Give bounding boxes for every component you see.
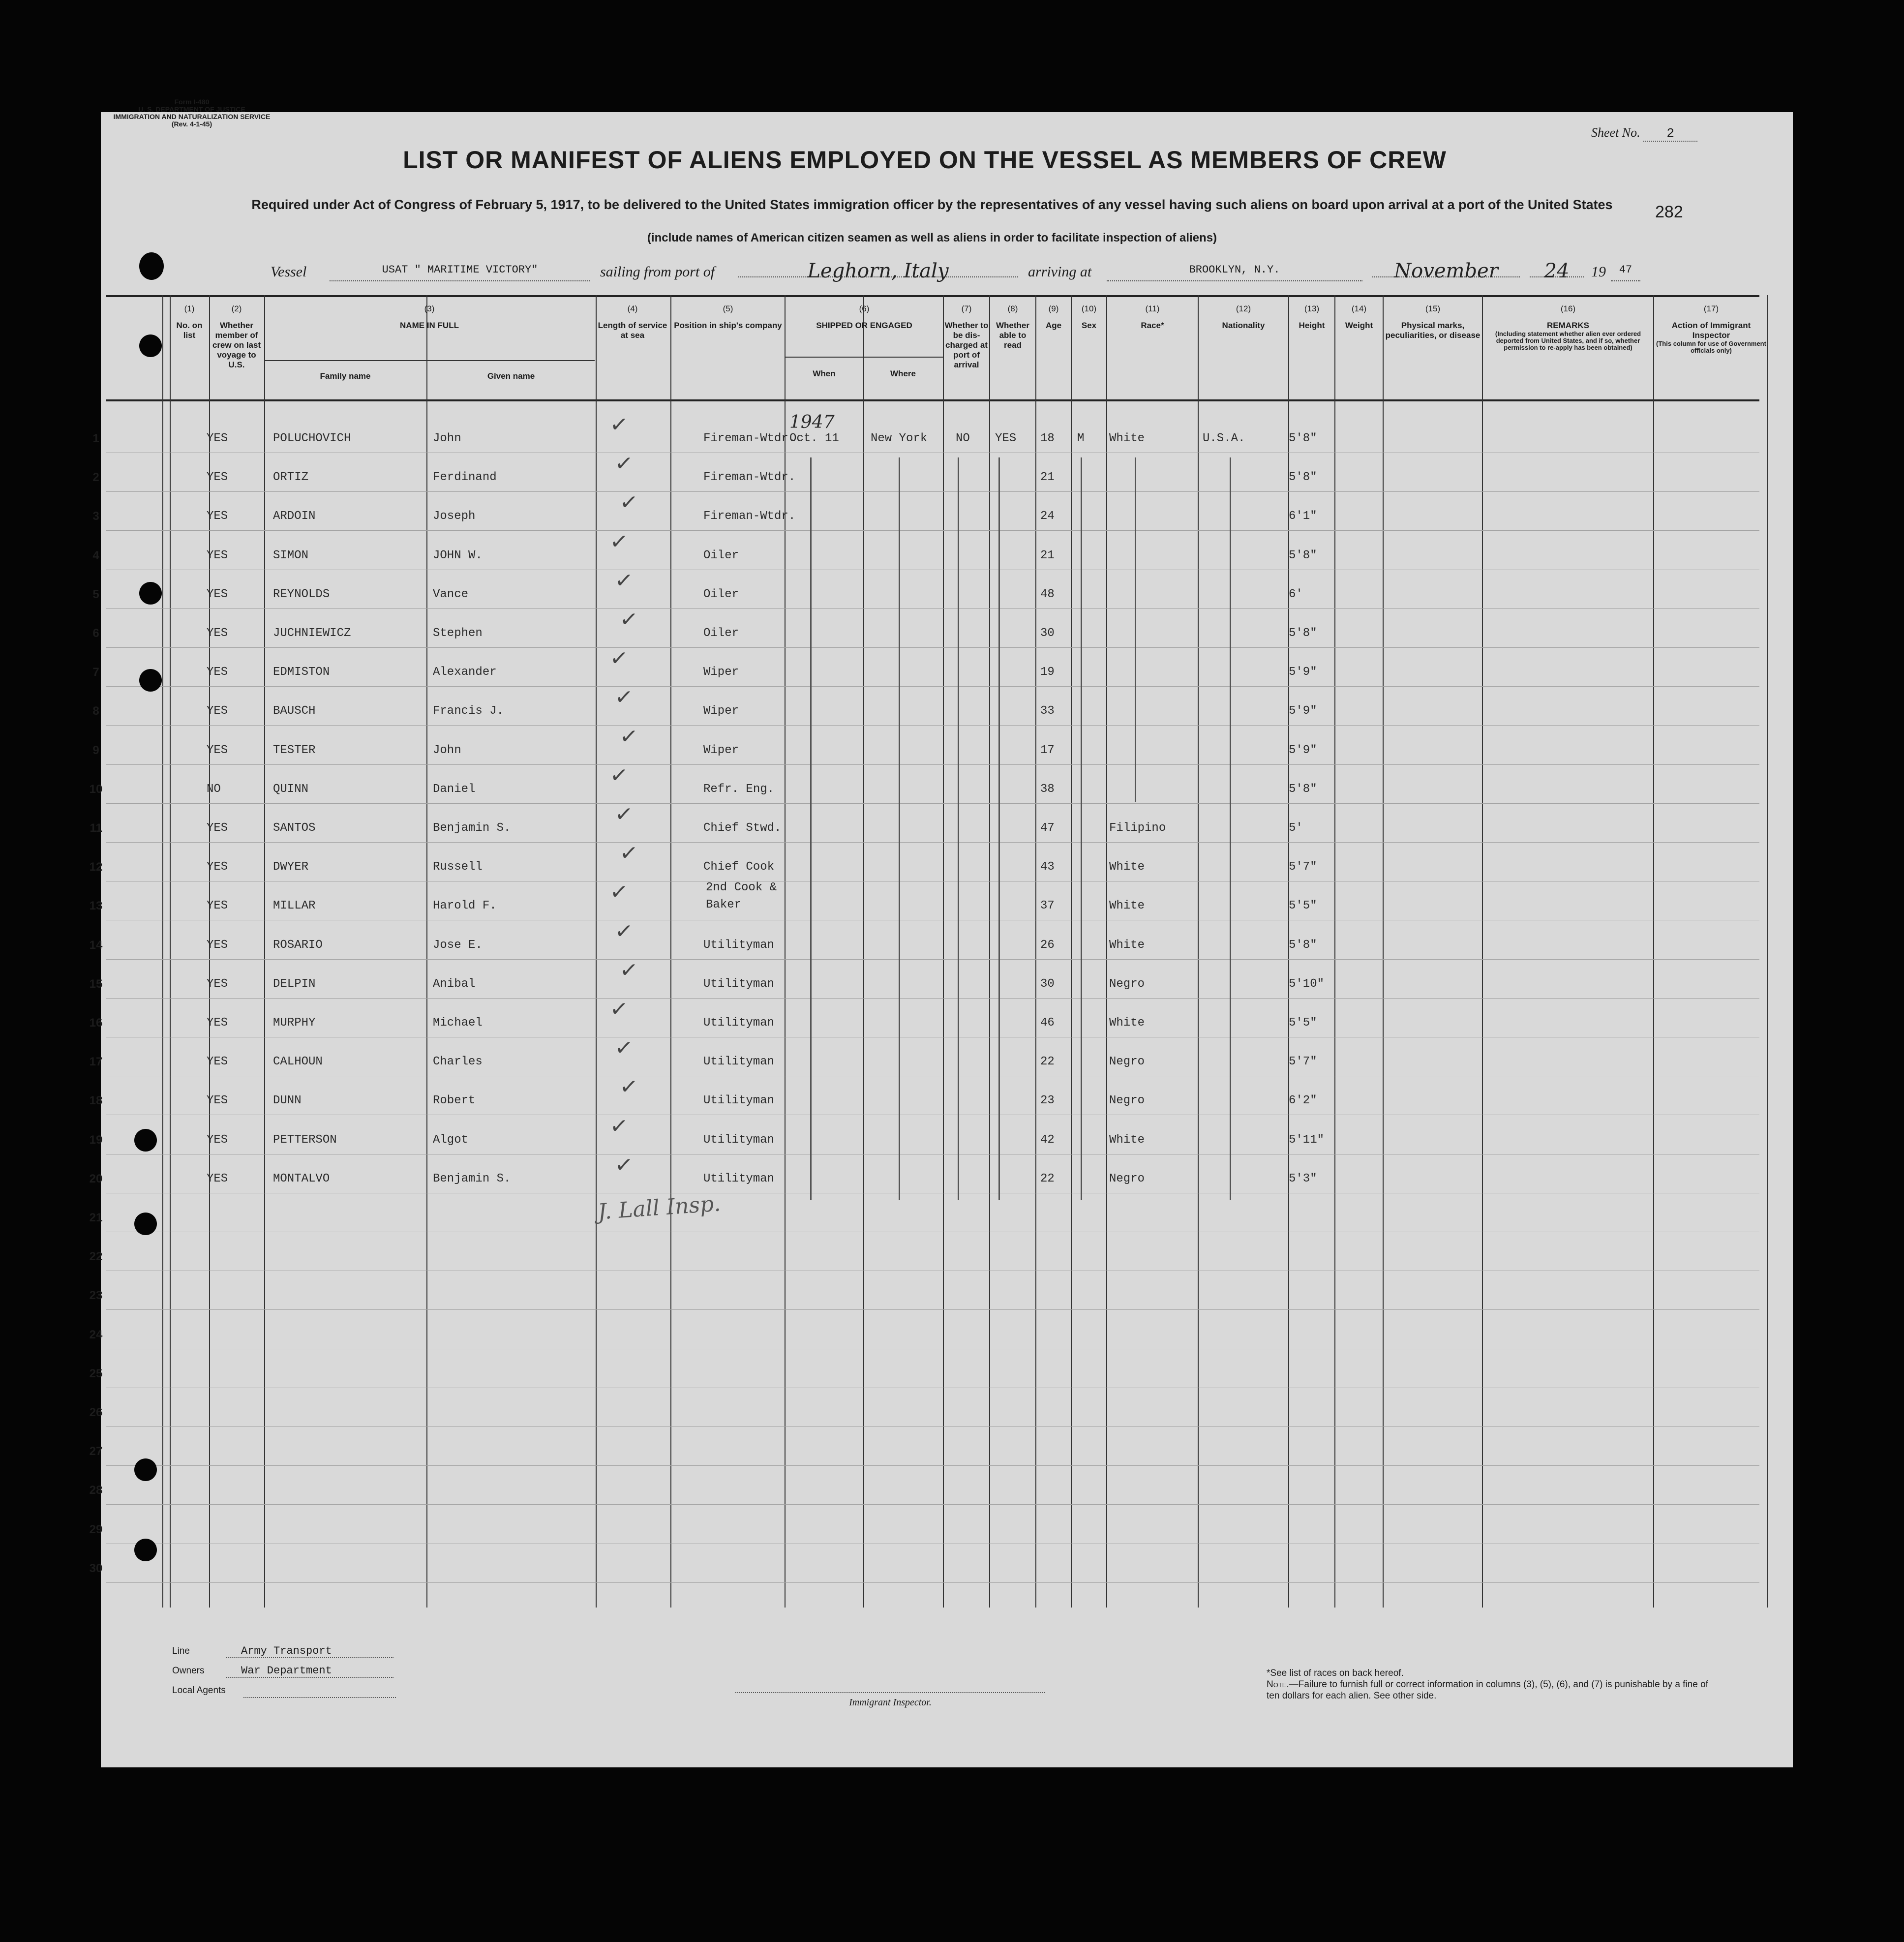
age-cell: 42 xyxy=(1040,1133,1055,1147)
col-last-voyage-header: (2) Whether member of crew on last voyage to U.S. xyxy=(212,304,261,369)
position-cell: Utilityman xyxy=(703,1133,775,1147)
row-number: 27 xyxy=(89,1445,103,1458)
row-rule xyxy=(106,803,1759,804)
row-number: 1 xyxy=(92,432,99,445)
family-name-cell: MILLAR xyxy=(273,899,316,913)
family-name-cell: REYNOLDS xyxy=(273,587,330,601)
last-voyage-cell: YES xyxy=(207,548,228,562)
row-rule xyxy=(106,959,1759,960)
row-number: 2 xyxy=(92,471,99,485)
vessel-label: Vessel xyxy=(271,264,307,280)
column-rule xyxy=(426,295,427,1608)
height-cell: 5'8" xyxy=(1289,471,1317,485)
last-voyage-cell: YES xyxy=(207,899,228,913)
last-voyage-cell: YES xyxy=(207,627,228,640)
row-number: 9 xyxy=(92,743,99,757)
row-number: 5 xyxy=(92,587,99,601)
row-number: 10 xyxy=(89,782,103,796)
family-name-cell: JUCHNIEWICZ xyxy=(273,627,351,640)
row-number: 25 xyxy=(89,1366,103,1380)
column-rule xyxy=(1035,295,1036,1608)
position-cell: Fireman-Wtdr. xyxy=(703,432,796,445)
column-rule xyxy=(264,295,265,1608)
races-note xyxy=(1267,1668,1709,1701)
height-cell: 5'8" xyxy=(1289,782,1317,796)
col-age-header: (9) Age xyxy=(1045,304,1062,330)
inspector-signature-line xyxy=(735,1692,1045,1693)
inspector-label: Immigrant Inspector. xyxy=(849,1697,932,1708)
agents-label: Local Agents xyxy=(172,1685,226,1696)
col-weight-header: (14) Weight xyxy=(1345,304,1373,330)
race-cell: Negro xyxy=(1109,977,1145,991)
given-name-cell: Ferdinand xyxy=(433,471,497,485)
given-name-cell: John xyxy=(433,743,461,757)
line-label: Line xyxy=(172,1646,190,1656)
column-rule xyxy=(170,295,171,1608)
given-name-cell: JOHN W. xyxy=(433,548,483,562)
last-voyage-cell: YES xyxy=(207,860,228,874)
column-rule xyxy=(162,295,163,1608)
name-subheader-rule xyxy=(264,360,595,361)
given-name-cell: Robert xyxy=(433,1094,476,1108)
last-voyage-cell: YES xyxy=(207,510,228,523)
row-number: 7 xyxy=(92,666,99,679)
shipped-when-cell: Oct. 11 xyxy=(789,432,839,445)
row-rule xyxy=(106,1309,1759,1310)
race-cell: White xyxy=(1109,432,1145,445)
checkmark-icon: ✓ xyxy=(618,489,639,516)
age-cell: 47 xyxy=(1040,821,1055,835)
height-cell: 5'7" xyxy=(1289,860,1317,874)
height-cell: 6'2" xyxy=(1289,1094,1317,1108)
position-cell: Chief Stwd. xyxy=(703,821,782,835)
col-nationality-header: (12) Nationality xyxy=(1222,304,1265,330)
row-number: 26 xyxy=(89,1406,103,1419)
position-cell: Refr. Eng. xyxy=(703,782,775,796)
age-cell: 22 xyxy=(1040,1055,1055,1069)
note-text: —Failure to furnish full or correct information in columns (3), (5), (6), and (7) is punishable by a fine of ten dollars for each alien. See other side. xyxy=(1267,1679,1708,1701)
height-cell: 5'11" xyxy=(1289,1133,1325,1147)
family-name-cell: DWYER xyxy=(273,860,309,874)
given-name-cell: Benjamin S. xyxy=(433,821,511,835)
row-rule xyxy=(106,1465,1759,1466)
age-cell: 21 xyxy=(1040,471,1055,485)
col-shipped-header: (6) SHIPPED OR ENGAGED xyxy=(816,304,912,330)
position-cell: Utilityman xyxy=(703,1016,775,1030)
row-number: 11 xyxy=(90,821,102,835)
last-voyage-cell: YES xyxy=(207,1055,228,1069)
sex-cell: M xyxy=(1077,432,1085,445)
position-cell: 2nd Cook & xyxy=(706,881,777,895)
family-name-cell: QUINN xyxy=(273,782,309,796)
given-name-cell: Russell xyxy=(433,860,483,874)
age-cell: 21 xyxy=(1040,548,1055,562)
height-cell: 5'9" xyxy=(1289,743,1317,757)
family-name-cell: DELPIN xyxy=(273,977,316,991)
height-cell: 5'8" xyxy=(1289,548,1317,562)
column-rule xyxy=(1653,295,1654,1608)
checkmark-icon: ✓ xyxy=(613,1152,635,1179)
family-name-cell: ORTIZ xyxy=(273,471,309,485)
read-cell: YES xyxy=(995,432,1017,445)
column-rule xyxy=(1767,295,1768,1608)
age-cell: 37 xyxy=(1040,899,1055,913)
checkmark-icon: ✓ xyxy=(608,762,630,789)
agents-value xyxy=(243,1684,396,1698)
ditto-nationality xyxy=(1230,457,1231,1200)
family-name-cell: MONTALVO xyxy=(273,1172,330,1185)
race-cell: Negro xyxy=(1109,1094,1145,1108)
row-rule xyxy=(106,998,1759,999)
inspector-signature: J. Lall Insp. xyxy=(597,1191,722,1225)
col-where-header: Where xyxy=(890,369,916,378)
col-family-header: Family name xyxy=(320,371,371,381)
last-voyage-cell: YES xyxy=(207,1016,228,1030)
row-number: 22 xyxy=(89,1250,103,1264)
race-cell: White xyxy=(1109,899,1145,913)
column-rule xyxy=(1482,295,1483,1608)
last-voyage-cell: YES xyxy=(207,471,228,485)
row-number: 23 xyxy=(89,1289,103,1303)
column-rule xyxy=(596,295,597,1608)
family-name-cell: ARDOIN xyxy=(273,510,316,523)
given-name-cell: John xyxy=(433,432,461,445)
column-rule xyxy=(1383,295,1384,1608)
position-cell: Oiler xyxy=(703,627,739,640)
punch-hole xyxy=(139,582,162,605)
last-voyage-cell: NO xyxy=(207,782,221,796)
arriving-label: arriving at xyxy=(1028,264,1092,280)
position-cell: Wiper xyxy=(703,704,739,718)
ditto-race xyxy=(1135,457,1136,802)
row-number: 16 xyxy=(89,1016,103,1030)
last-voyage-cell: YES xyxy=(207,938,228,952)
sheet-number xyxy=(1591,125,1697,142)
row-number: 6 xyxy=(92,627,99,640)
last-voyage-cell: YES xyxy=(207,666,228,679)
given-name-cell: Francis J. xyxy=(433,704,504,718)
department: U. S. DEPARTMENT OF JUSTICE xyxy=(138,105,245,113)
punch-hole xyxy=(139,252,164,280)
checkmark-icon: ✓ xyxy=(608,996,630,1023)
family-name-cell: TESTER xyxy=(273,743,316,757)
col-height-header: (13) Height xyxy=(1299,304,1325,330)
race-cell: Filipino xyxy=(1109,821,1166,835)
sheet-value: 2 xyxy=(1643,126,1697,142)
row-number: 28 xyxy=(89,1484,103,1497)
checkmark-icon: ✓ xyxy=(613,917,635,945)
row-number: 17 xyxy=(89,1055,103,1069)
owners-value: War Department xyxy=(226,1665,393,1678)
column-rule xyxy=(863,295,864,1608)
checkmark-icon: ✓ xyxy=(618,1073,639,1101)
height-cell: 5'5" xyxy=(1289,899,1317,913)
row-number: 15 xyxy=(89,977,103,991)
sailing-label: sailing from port of xyxy=(600,264,715,280)
checkmark-icon: ✓ xyxy=(618,957,639,984)
height-cell: 5'5" xyxy=(1289,1016,1317,1030)
row-number: 4 xyxy=(92,548,99,562)
line-value: Army Transport xyxy=(226,1645,393,1658)
checkmark-icon: ✓ xyxy=(613,1034,635,1062)
discharged-cell: NO xyxy=(956,432,970,445)
col-sex-header: (10) Sex xyxy=(1081,304,1097,330)
column-rule xyxy=(785,295,786,1608)
family-name-cell: SIMON xyxy=(273,548,309,562)
row-rule xyxy=(106,764,1759,765)
note-label: Note. xyxy=(1267,1679,1289,1690)
age-cell: 33 xyxy=(1040,704,1055,718)
row-number: 3 xyxy=(92,510,99,523)
checkmark-icon: ✓ xyxy=(608,645,630,672)
age-cell: 19 xyxy=(1040,666,1055,679)
ditto-discharged xyxy=(958,457,959,1200)
age-cell: 26 xyxy=(1040,938,1055,952)
row-number: 30 xyxy=(89,1561,103,1575)
col-discharged-header: (7) Whether to be dis-charged at port of arrival xyxy=(944,304,989,369)
row-number: 19 xyxy=(89,1133,103,1147)
given-name-cell: Harold F. xyxy=(433,899,497,913)
age-cell: 17 xyxy=(1040,743,1055,757)
given-name-cell: Anibal xyxy=(433,977,476,991)
last-voyage-cell: YES xyxy=(207,743,228,757)
race-cell: White xyxy=(1109,938,1145,952)
family-name-cell: ROSARIO xyxy=(273,938,323,952)
shipped-year: 1947 xyxy=(789,412,835,432)
col-name-header: (3) NAME IN FULL xyxy=(400,304,459,330)
col-marks-header: (15) Physical marks, peculiarities, or disease xyxy=(1385,304,1481,340)
revision: (Rev. 4-1-45) xyxy=(171,120,212,128)
row-number: 8 xyxy=(92,704,99,718)
checkmark-icon: ✓ xyxy=(613,450,635,477)
position-cell: Wiper xyxy=(703,666,739,679)
row-rule xyxy=(106,1504,1759,1505)
ditto-read xyxy=(998,457,1000,1200)
col-no-header: (1) No. on list xyxy=(176,304,203,340)
age-cell: 22 xyxy=(1040,1172,1055,1185)
position-cell: Oiler xyxy=(703,587,739,601)
races-note-text: *See list of races on back hereof. xyxy=(1267,1668,1404,1678)
vessel-line xyxy=(261,260,1638,284)
checkmark-icon: ✓ xyxy=(608,1112,630,1140)
row-rule xyxy=(106,1582,1759,1583)
age-cell: 23 xyxy=(1040,1094,1055,1108)
position-cell: Oiler xyxy=(703,548,739,562)
ditto-sex xyxy=(1081,457,1082,1200)
col-when-header: When xyxy=(813,369,836,378)
last-voyage-cell: YES xyxy=(207,432,228,445)
ditto-where xyxy=(899,457,900,1200)
page-title: LIST OR MANIFEST OF ALIENS EMPLOYED ON THE VESSEL AS MEMBERS OF CREW xyxy=(403,146,1447,174)
shipped-where-cell: New York xyxy=(871,432,928,445)
last-voyage-cell: YES xyxy=(207,1094,228,1108)
row-rule xyxy=(106,1426,1759,1427)
column-rule xyxy=(670,295,671,1608)
position-cell: Chief Cook xyxy=(703,860,775,874)
manifest-table xyxy=(89,295,1766,1608)
age-cell: 48 xyxy=(1040,587,1055,601)
race-cell: White xyxy=(1109,1016,1145,1030)
year-suffix: 47 xyxy=(1611,264,1640,281)
last-voyage-cell: YES xyxy=(207,587,228,601)
punch-hole xyxy=(134,1458,157,1481)
row-number: 29 xyxy=(89,1522,103,1536)
last-voyage-cell: YES xyxy=(207,821,228,835)
row-rule xyxy=(106,842,1759,843)
form-number: Form I-480 xyxy=(174,98,210,106)
row-number: 14 xyxy=(89,938,103,952)
punch-hole xyxy=(139,334,162,357)
checkmark-icon: ✓ xyxy=(608,411,630,438)
position-cell: Utilityman xyxy=(703,938,775,952)
checkmark-icon: ✓ xyxy=(608,879,630,906)
column-rule xyxy=(943,295,944,1608)
column-rule xyxy=(989,295,990,1608)
last-voyage-cell: YES xyxy=(207,977,228,991)
given-name-cell: Joseph xyxy=(433,510,476,523)
form-identifier xyxy=(98,98,285,128)
position-cell: Wiper xyxy=(703,743,739,757)
service-name: IMMIGRATION AND NATURALIZATION SERVICE xyxy=(113,113,271,121)
position-cell-cont: Baker xyxy=(706,898,742,912)
position-cell: Fireman-Wtdr. xyxy=(703,510,796,523)
row-rule xyxy=(106,725,1759,726)
height-cell: 6'1" xyxy=(1289,510,1317,523)
height-cell: 5'9" xyxy=(1289,666,1317,679)
subtitle: Required under Act of Congress of February 5, 1917, to be delivered to the United States immigration officer by the representatives of any vessel having such aliens on board upon arrival at a port of the United States xyxy=(251,197,1613,212)
row-number: 21 xyxy=(89,1211,103,1224)
position-cell: Utilityman xyxy=(703,1055,775,1069)
age-cell: 18 xyxy=(1040,432,1055,445)
height-cell: 5'8" xyxy=(1289,938,1317,952)
col-read-header: (8) Whether able to read xyxy=(996,304,1029,350)
col-action-header: (17) Action of Immigrant Inspector (This column for use of Government officials only) xyxy=(1656,304,1766,354)
arrival-port: BROOKLYN, N.Y. xyxy=(1107,264,1362,281)
given-name-cell: Charles xyxy=(433,1055,483,1069)
row-rule xyxy=(106,647,1759,648)
given-name-cell: Stephen xyxy=(433,627,483,640)
position-cell: Fireman-Wtdr. xyxy=(703,471,796,485)
punch-hole xyxy=(134,1539,157,1561)
given-name-cell: Daniel xyxy=(433,782,476,796)
family-name-cell: MURPHY xyxy=(273,1016,316,1030)
sheet-label: Sheet No. xyxy=(1591,125,1640,140)
ditto-when xyxy=(810,457,812,1200)
col-given-header: Given name xyxy=(487,371,535,381)
row-rule xyxy=(106,530,1759,531)
last-voyage-cell: YES xyxy=(207,704,228,718)
last-voyage-cell: YES xyxy=(207,1172,228,1185)
last-voyage-cell: YES xyxy=(207,1133,228,1147)
race-cell: White xyxy=(1109,860,1145,874)
row-number: 13 xyxy=(89,899,103,913)
checkmark-icon: ✓ xyxy=(613,567,635,594)
given-name-cell: Jose E. xyxy=(433,938,483,952)
family-name-cell: SANTOS xyxy=(273,821,316,835)
owners-label: Owners xyxy=(172,1666,205,1676)
height-cell: 6' xyxy=(1289,587,1303,601)
row-rule xyxy=(106,491,1759,492)
position-cell: Utilityman xyxy=(703,1094,775,1108)
page-number: 282 xyxy=(1655,203,1683,221)
position-cell: Utilityman xyxy=(703,977,775,991)
punch-hole xyxy=(134,1129,157,1152)
given-name-cell: Vance xyxy=(433,587,469,601)
checkmark-icon: ✓ xyxy=(608,528,630,555)
vessel-name: USAT " MARITIME VICTORY" xyxy=(330,264,590,281)
age-cell: 24 xyxy=(1040,510,1055,523)
column-rule xyxy=(1071,295,1072,1608)
age-cell: 43 xyxy=(1040,860,1055,874)
punch-hole xyxy=(139,669,162,692)
given-name-cell: Michael xyxy=(433,1016,483,1030)
row-number: 20 xyxy=(89,1172,103,1185)
col-remarks-header: (16) REMARKS (Including statement whether alien ever ordered deported from United States, and if so, whether permission to re-apply has been obtained) xyxy=(1495,304,1641,351)
sailing-port: Leghorn, Italy xyxy=(738,260,1018,277)
height-cell: 5'3" xyxy=(1289,1172,1317,1185)
arrival-month: November xyxy=(1372,260,1520,277)
col-position-header: (5) Position in ship's company xyxy=(674,304,782,330)
subnote: (include names of American citizen seamen as well as aliens in order to facilitate inspection of aliens) xyxy=(647,231,1217,244)
checkmark-icon: ✓ xyxy=(618,606,639,633)
given-name-cell: Algot xyxy=(433,1133,469,1147)
age-cell: 46 xyxy=(1040,1016,1055,1030)
row-rule xyxy=(106,608,1759,609)
column-rule xyxy=(1334,295,1335,1608)
family-name-cell: PETTERSON xyxy=(273,1133,337,1147)
height-cell: 5'8" xyxy=(1289,432,1317,445)
column-rule xyxy=(1106,295,1107,1608)
family-name-cell: DUNN xyxy=(273,1094,302,1108)
family-name-cell: POLUCHOVICH xyxy=(273,432,351,445)
given-name-cell: Benjamin S. xyxy=(433,1172,511,1185)
col-service-header: (4) Length of service at sea xyxy=(598,304,667,340)
checkmark-icon: ✓ xyxy=(613,684,635,711)
year-prefix: 19 xyxy=(1591,264,1606,280)
column-rule xyxy=(1198,295,1199,1608)
height-cell: 5' xyxy=(1289,821,1303,835)
family-name-cell: BAUSCH xyxy=(273,704,316,718)
age-cell: 38 xyxy=(1040,782,1055,796)
nationality-cell: U.S.A. xyxy=(1203,432,1245,445)
family-name-cell: CALHOUN xyxy=(273,1055,323,1069)
height-cell: 5'8" xyxy=(1289,627,1317,640)
checkmark-icon: ✓ xyxy=(613,801,635,828)
height-cell: 5'7" xyxy=(1289,1055,1317,1069)
row-rule xyxy=(106,686,1759,687)
checkmark-icon: ✓ xyxy=(618,723,639,750)
row-number: 24 xyxy=(89,1328,103,1341)
shipped-subheader-rule xyxy=(785,357,943,358)
punch-hole xyxy=(134,1213,157,1235)
position-cell: Utilityman xyxy=(703,1172,775,1185)
family-name-cell: EDMISTON xyxy=(273,666,330,679)
age-cell: 30 xyxy=(1040,977,1055,991)
age-cell: 30 xyxy=(1040,627,1055,640)
given-name-cell: Alexander xyxy=(433,666,497,679)
race-cell: Negro xyxy=(1109,1055,1145,1069)
row-number: 18 xyxy=(89,1094,103,1108)
col-race-header: (11) Race* xyxy=(1141,304,1164,330)
race-cell: Negro xyxy=(1109,1172,1145,1185)
height-cell: 5'9" xyxy=(1289,704,1317,718)
checkmark-icon: ✓ xyxy=(618,840,639,867)
race-cell: White xyxy=(1109,1133,1145,1147)
arrival-day: 24 xyxy=(1530,260,1584,277)
height-cell: 5'10" xyxy=(1289,977,1325,991)
row-number: 12 xyxy=(89,860,103,874)
